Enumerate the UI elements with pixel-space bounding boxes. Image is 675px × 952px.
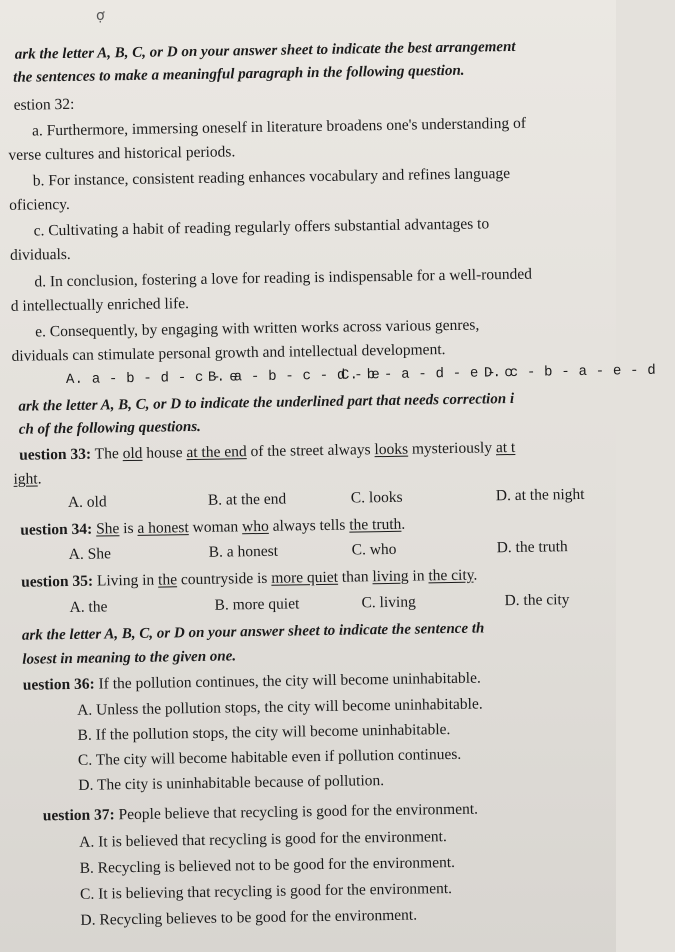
q32-sentence-c-line-2: dividuals.	[9, 245, 71, 264]
q36-option-b[interactable]: B. If the pollution stops, the city will become uninhabitable.	[77, 721, 451, 744]
q34-option-b[interactable]: B. a honest	[208, 542, 279, 561]
q33-option-c[interactable]: C. looks	[350, 488, 403, 507]
question-33-stem: uestion 33: The old house at the end of the street always looks mysteriously at t	[19, 438, 516, 464]
corner-mark: ợ	[96, 8, 105, 24]
q35-option-a[interactable]: A. the	[69, 598, 108, 616]
q34-option-d[interactable]: D. the truth	[496, 538, 568, 557]
q33-underline-a: old	[122, 444, 143, 463]
q32-option-d[interactable]: D. c - b - a - e - d	[483, 362, 657, 382]
question-34-label: uestion 34:	[20, 520, 93, 539]
q35-option-d[interactable]: D. the city	[504, 591, 570, 610]
q32-sentence-e-line-2: dividuals can stimulate personal growth and intellectual development.	[11, 341, 446, 365]
q35-option-c[interactable]: C. living	[361, 593, 416, 612]
q34-option-c[interactable]: C. who	[351, 540, 397, 559]
q32-sentence-b-line-2: oficiency.	[9, 195, 70, 214]
q37-option-a[interactable]: A. It is believed that recycling is good for the environment.	[79, 828, 447, 851]
q35-option-b[interactable]: B. more quiet	[214, 595, 300, 614]
q35-underline-b: more quiet	[271, 568, 339, 587]
instruction-2-line-1: ark the letter A, B, C, or D to indicate the underlined part that needs correction i	[18, 390, 515, 415]
q37-option-d[interactable]: D. Recycling believes to be good for the environment.	[80, 906, 418, 929]
q34-option-a[interactable]: A. She	[68, 545, 112, 563]
q35-underline-a: the	[157, 571, 178, 589]
q33-option-a[interactable]: A. old	[67, 493, 107, 511]
q33-underline-b: at the end	[186, 443, 247, 462]
q32-sentence-d-line-1: d. In conclusion, fostering a love for reading is indispensable for a well-rounded	[34, 265, 533, 291]
instruction-1-line-2: the sentences to make a meaningful paragraph in the following question.	[13, 62, 465, 86]
q35-underline-c: living	[372, 567, 409, 586]
question-36-label: uestion 36:	[22, 675, 95, 694]
q36-option-a[interactable]: A. Unless the pollution stops, the city will become uninhabitable.	[77, 695, 483, 719]
q32-sentence-a-line-2: verse cultures and historical periods.	[8, 143, 236, 164]
question-35-label: uestion 35:	[21, 572, 94, 591]
instruction-1-line-1: ark the letter A, B, C, or D on your answer sheet to indicate the best arrangement	[14, 38, 516, 63]
q37-option-b[interactable]: B. Recycling is believed not to be good for the environment.	[79, 853, 456, 877]
q32-sentence-e-line-1: e. Consequently, by engaging with written works across various genres,	[35, 316, 480, 341]
instruction-3-line-1: ark the letter A, B, C, or D on your answer sheet to indicate the sentence th	[21, 620, 485, 644]
q36-option-d[interactable]: D. The city is uninhabitable because of pollution.	[78, 772, 385, 794]
q36-option-c[interactable]: C. The city will become habitable even if pollution continues.	[77, 745, 462, 769]
q32-sentence-a-line-1: a. Furthermore, immersing oneself in literature broadens one's understanding of	[31, 114, 527, 140]
q34-underline-c: who	[241, 517, 269, 536]
q33-underline-c: looks	[374, 440, 409, 459]
question-35-stem: uestion 35: Living in the countryside is more quiet than living in the city.	[21, 566, 478, 591]
q33-option-b[interactable]: B. at the end	[207, 490, 287, 509]
instruction-2-line-2: ch of the following questions.	[18, 418, 201, 438]
q34-underline-d: the truth	[349, 515, 402, 534]
q32-sentence-d-line-2: d intellectually enriched life.	[10, 295, 190, 315]
q32-option-c[interactable]: C. b - a - d - e - c	[340, 364, 514, 384]
q33-option-d[interactable]: D. at the night	[495, 485, 585, 505]
question-37-label: uestion 37:	[42, 806, 115, 825]
question-36-stem: uestion 36: If the pollution continues, the city will become uninhabitable.	[22, 669, 481, 694]
q33-underline-d: at t	[495, 438, 516, 457]
question-34-stem: uestion 34: She is a honest woman who always tells the truth.	[20, 515, 406, 539]
q32-sentence-c-line-1: c. Cultivating a habit of reading regularly offers substantial advantages to	[33, 215, 490, 240]
q32-sentence-b-line-1: b. For instance, consistent reading enhances vocabulary and refines language	[32, 165, 511, 190]
q34-underline-a: She	[95, 520, 120, 538]
q34-underline-b: a honest	[137, 519, 189, 537]
q32-option-b[interactable]: B. a - b - c - d - e	[207, 367, 381, 386]
instruction-3-line-2: losest in meaning to the given one.	[22, 648, 237, 668]
question-32-label: estion 32:	[13, 95, 75, 114]
question-33-label: uestion 33:	[19, 445, 92, 464]
q37-option-c[interactable]: C. It is believing that recycling is good for the environment.	[79, 880, 453, 903]
q35-underline-d: the city	[428, 566, 474, 585]
question-37-stem: uestion 37: People believe that recycling is good for the environment.	[42, 800, 479, 825]
q32-option-a[interactable]: A. a - b - d - c - e	[65, 369, 239, 389]
question-33-stem-cont: ight.	[13, 470, 42, 488]
